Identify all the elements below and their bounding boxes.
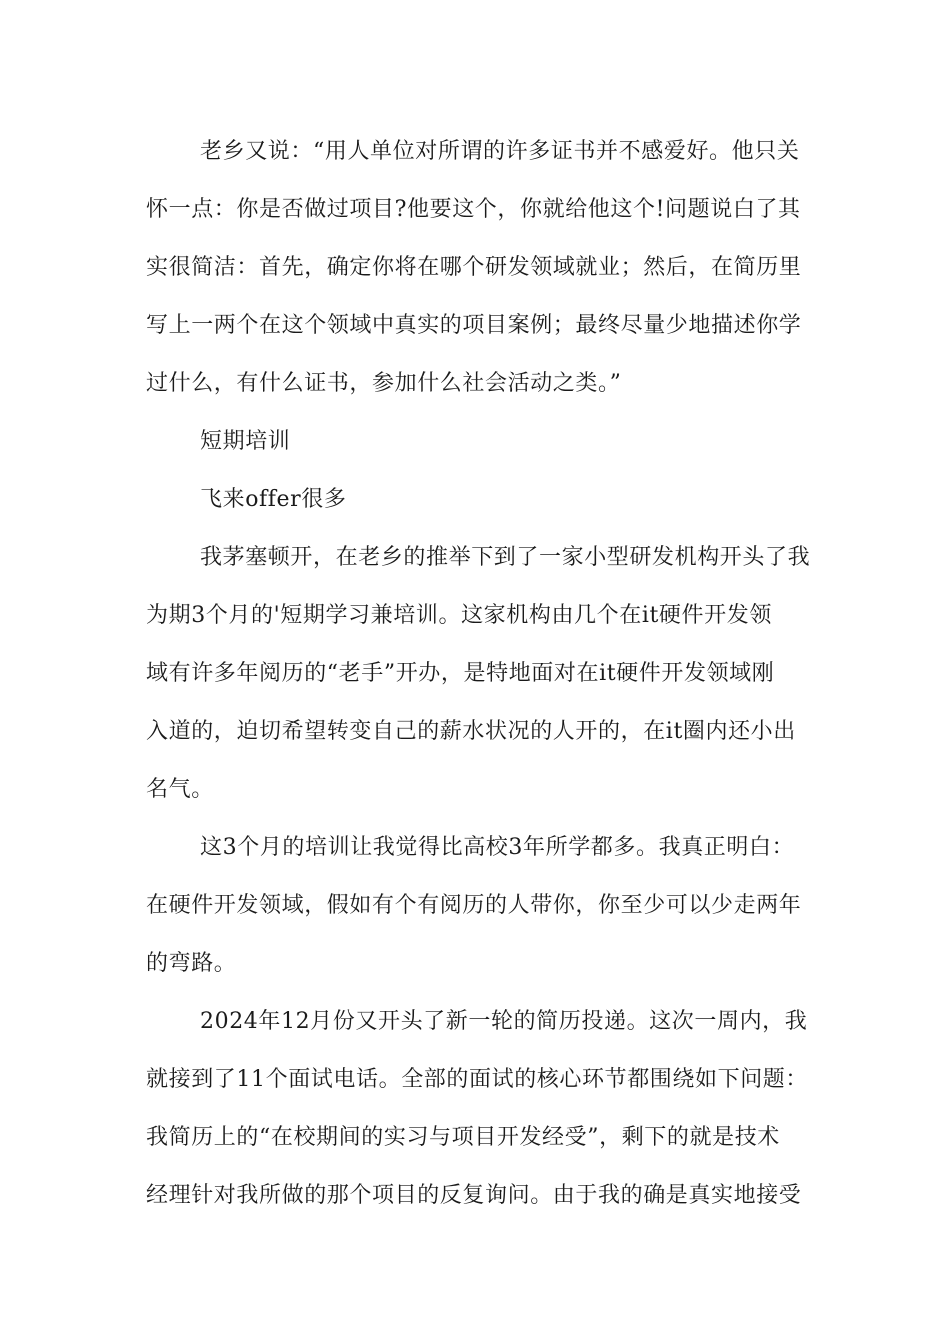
section-subheading: 飞来offer很多 bbox=[200, 487, 347, 512]
text-line: 实很简洁：首先，确定你将在哪个研发领域就业；然后，在简历里 bbox=[146, 255, 802, 280]
text-line: 为期3个月的'短期学习兼培训。这家机构由几个在it硬件开发领 bbox=[146, 603, 772, 628]
text-line: 名气。 bbox=[146, 777, 214, 802]
text-line: 我简历上的“在校期间的实习与项目开发经受”，剩下的就是技术 bbox=[146, 1125, 780, 1150]
text-line: 域有许多年阅历的“老手”开办，是特地面对在it硬件开发领域刚 bbox=[146, 661, 775, 686]
text-line: 入道的，迫切希望转变自己的薪水状况的人开的，在it圈内还小出 bbox=[146, 719, 796, 744]
text-line: 写上一两个在这个领域中真实的项目案例；最终尽量少地描述你学 bbox=[146, 313, 802, 338]
text-line: 2024年12月份又开头了新一轮的简历投递。这次一周内，我 bbox=[200, 1009, 808, 1034]
text-line: 这3个月的培训让我觉得比高校3年所学都多。我真正明白： bbox=[200, 835, 795, 860]
text-line: 经理针对我所做的那个项目的反复询问。由于我的确是真实地接受 bbox=[146, 1183, 802, 1208]
section-heading: 短期培训 bbox=[200, 429, 291, 454]
text-line: 过什么，有什么证书，参加什么社会活动之类。” bbox=[146, 371, 622, 396]
text-line: 怀一点：你是否做过项目?他要这个，你就给他这个!问题说白了其 bbox=[146, 197, 801, 222]
text-line: 我茅塞顿开，在老乡的推举下到了一家小型研发机构开头了我 bbox=[200, 545, 811, 570]
text-line: 在硬件开发领域，假如有个有阅历的人带你，你至少可以少走两年 bbox=[146, 893, 802, 918]
text-line: 的弯路。 bbox=[146, 951, 237, 976]
text-line: 就接到了11个面试电话。全部的面试的核心环节都围绕如下问题： bbox=[146, 1067, 808, 1092]
text-line: 老乡又说：“用人单位对所谓的许多证书并不感爱好。他只关 bbox=[200, 139, 800, 164]
